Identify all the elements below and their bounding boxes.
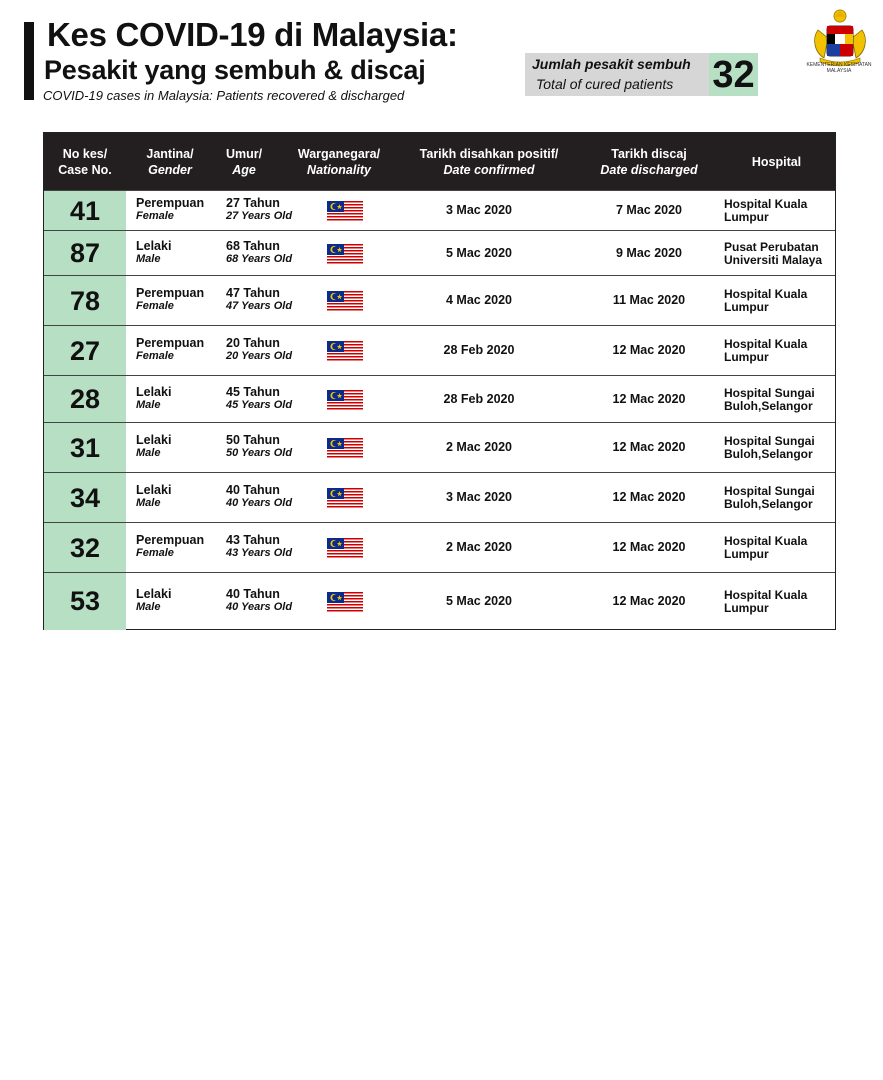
hospital-cell: Hospital Sungai Buloh,Selangor — [724, 434, 815, 461]
case-number: 41 — [44, 191, 126, 231]
date-discharged: 12 Mac 2020 — [612, 490, 686, 504]
age-cell: 47 Tahun 47 Years Old — [226, 286, 293, 312]
malaysia-flag-icon — [327, 201, 363, 221]
age-cell: 40 Tahun 40 Years Old — [226, 483, 293, 509]
header-date-confirmed: Tarikh disahkan positif/ Date confirmed — [419, 146, 559, 177]
hospital-cell: Hospital Kuala Lumpur — [724, 587, 808, 615]
header-date-discharged: Tarikh discaj Date discharged — [600, 146, 698, 177]
date-confirmed: 5 Mac 2020 — [445, 245, 513, 260]
malaysia-flag-icon — [327, 592, 363, 612]
header-age: Umur/ Age — [225, 146, 263, 177]
date-discharged: 12 Mac 2020 — [612, 440, 686, 454]
date-confirmed: 3 Mac 2020 — [445, 490, 513, 504]
table-row — [44, 522, 835, 573]
age-cell: 20 Tahun 20 Years Old — [226, 336, 293, 362]
case-number: 53 — [44, 573, 126, 630]
table-row — [44, 572, 835, 630]
gender-cell: Perempuan Female — [136, 533, 205, 559]
malaysia-flag-icon — [327, 390, 363, 410]
age-cell: 68 Tahun 68 Years Old — [226, 238, 293, 265]
date-discharged: 12 Mac 2020 — [612, 540, 686, 554]
page-title-line2: Pesakit yang sembuh & discaj — [44, 55, 426, 85]
date-confirmed: 2 Mac 2020 — [445, 440, 513, 454]
table-row — [44, 472, 835, 523]
age-cell: 43 Tahun 43 Years Old — [226, 533, 293, 559]
page-subtitle: COVID-19 cases in Malaysia: Patients recovered & discharged — [43, 88, 405, 103]
hospital-cell: Hospital Kuala Lumpur — [724, 534, 808, 561]
date-discharged: 11 Mac 2020 — [612, 293, 686, 307]
case-number: 27 — [44, 326, 126, 376]
date-confirmed: 2 Mac 2020 — [445, 540, 513, 554]
gender-cell: Perempuan Female — [136, 336, 205, 362]
table-header — [44, 133, 835, 190]
case-number: 31 — [44, 423, 126, 473]
table-row — [44, 275, 835, 326]
table-row — [44, 230, 835, 276]
date-confirmed: 5 Mac 2020 — [445, 593, 513, 608]
malaysia-flag-icon — [327, 244, 363, 264]
header-nationality: Warganegara/ Nationality — [297, 146, 381, 177]
malaysia-flag-icon — [327, 291, 363, 311]
date-discharged: 12 Mac 2020 — [612, 593, 686, 608]
date-confirmed: 4 Mac 2020 — [445, 293, 513, 307]
table-row — [44, 422, 835, 473]
malaysia-flag-icon — [327, 438, 363, 458]
date-discharged: 12 Mac 2020 — [612, 391, 686, 406]
age-cell: 45 Tahun 45 Years Old — [226, 384, 293, 411]
age-cell: 40 Tahun 40 Years Old — [226, 586, 293, 613]
gender-cell: Lelaki Male — [136, 483, 172, 509]
gender-cell: Perempuan Female — [136, 286, 205, 312]
age-cell: 27 Tahun 27 Years Old — [226, 196, 293, 222]
malaysia-flag-icon — [327, 488, 363, 508]
table-row — [44, 375, 835, 423]
hospital-cell: Hospital Kuala Lumpur — [724, 337, 808, 364]
total-cured-count: 32 — [709, 53, 758, 96]
table-row — [44, 325, 835, 376]
total-label-ms: Jumlah pesakit sembuh — [532, 56, 691, 72]
gender-cell: Lelaki Male — [136, 586, 172, 613]
age-cell: 50 Tahun 50 Years Old — [226, 433, 293, 459]
ministry-caption: KEMENTERIAN KESIHATAN MALAYSIA — [806, 62, 872, 74]
case-number: 87 — [44, 231, 126, 276]
date-discharged: 12 Mac 2020 — [612, 343, 686, 357]
gender-cell: Lelaki Male — [136, 433, 172, 459]
malaysia-flag-icon — [327, 538, 363, 558]
case-number: 28 — [44, 376, 126, 423]
header-hospital: Hospital — [751, 154, 802, 169]
malaysia-flag-icon — [327, 341, 363, 361]
date-confirmed: 28 Feb 2020 — [443, 343, 515, 357]
hospital-cell: Hospital Kuala Lumpur — [724, 197, 808, 224]
case-number: 78 — [44, 276, 126, 326]
date-discharged: 9 Mac 2020 — [615, 245, 683, 260]
header-gender: Jantina/ Gender — [146, 146, 194, 177]
gender-cell: Lelaki Male — [136, 384, 172, 411]
case-number: 34 — [44, 473, 126, 523]
gender-cell: Lelaki Male — [136, 238, 172, 265]
recovered-cases-table — [43, 132, 836, 630]
case-number: 32 — [44, 523, 126, 573]
date-confirmed: 3 Mac 2020 — [445, 203, 513, 217]
gender-cell: Perempuan Female — [136, 196, 205, 222]
date-confirmed: 28 Feb 2020 — [443, 391, 515, 406]
hospital-cell: Hospital Kuala Lumpur — [724, 287, 808, 314]
date-discharged: 7 Mac 2020 — [615, 203, 683, 217]
hospital-cell: Pusat Perubatan Universiti Malaya — [724, 239, 823, 267]
header-case: No kes/ Case No. — [58, 146, 112, 177]
hospital-cell: Hospital Sungai Buloh,Selangor — [724, 484, 815, 511]
title-accent-bar — [24, 22, 34, 100]
table-row — [44, 190, 835, 231]
hospital-cell: Hospital Sungai Buloh,Selangor — [724, 385, 815, 413]
page-title: Kes COVID-19 di Malaysia: — [47, 16, 458, 53]
total-label-en: Total of cured patients — [536, 76, 674, 92]
